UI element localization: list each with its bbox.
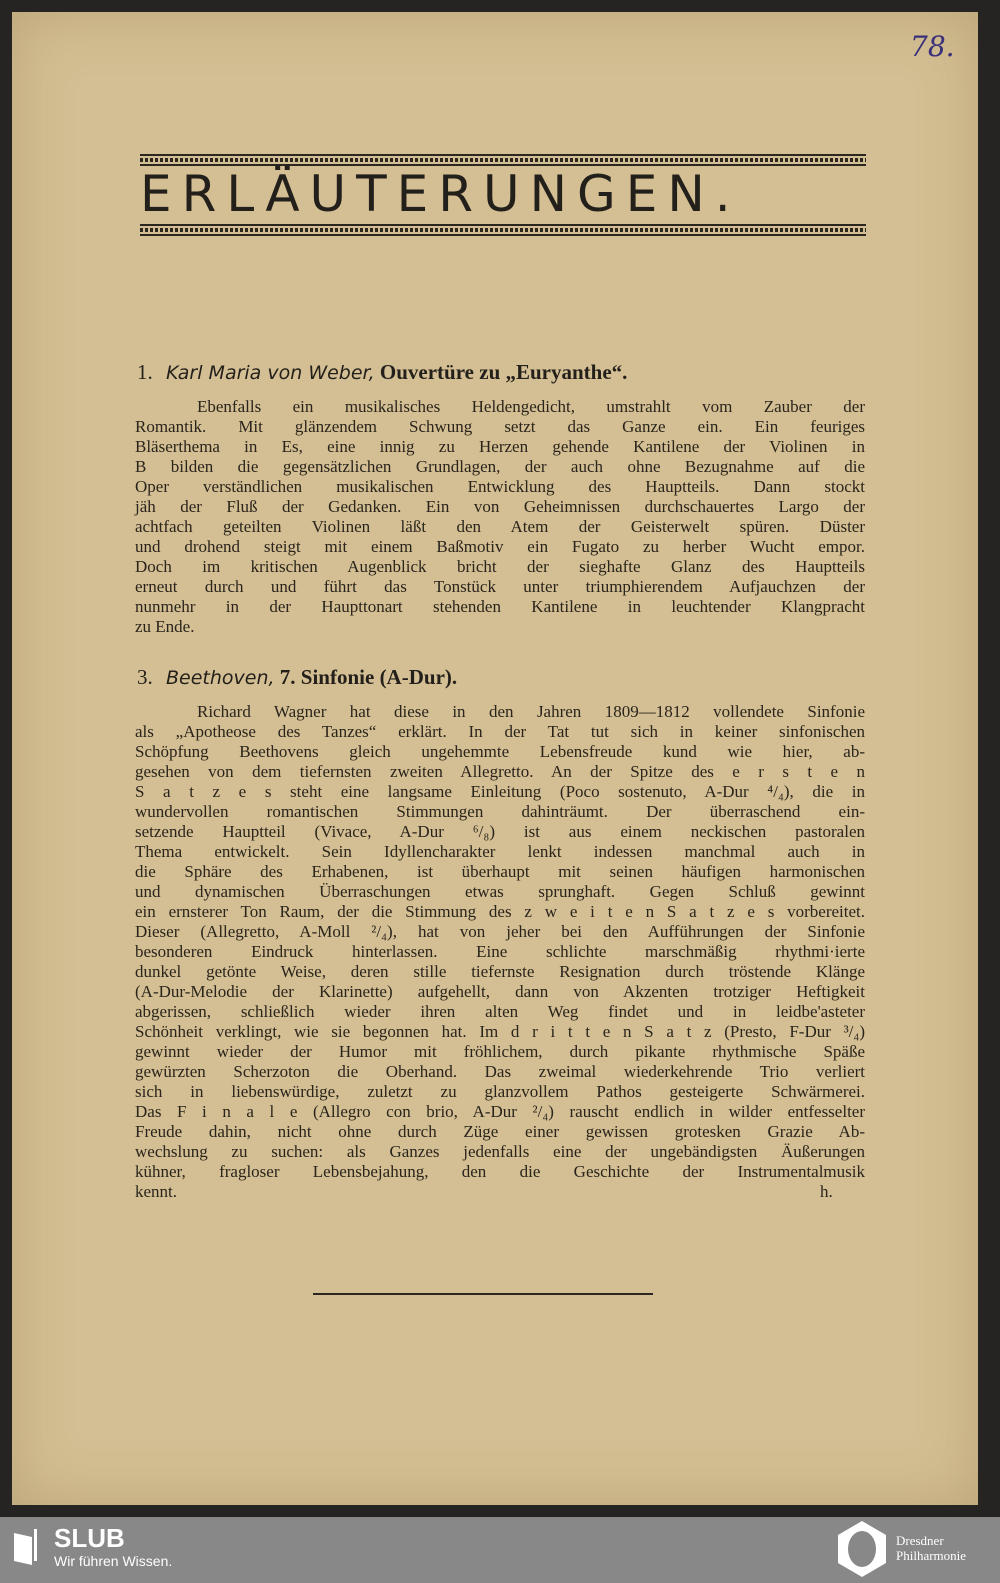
closing-rule xyxy=(313,1293,653,1295)
text-line: und drohend steigt mit einem Baßmotiv ein Fugato zu herber Wucht empor. xyxy=(135,537,865,556)
text-line: wechslung zu suchen: als Ganzes jedenfalls eine der ungebändigsten Äußerungen xyxy=(135,1142,865,1161)
text-line: Bläserthema in Es, eine innig zu Herzen gehende Kantilene der Violinen in xyxy=(135,437,865,456)
text-line: jäh der Fluß der Gedanken. Ein von Geheimnissen durchschauertes Largo der xyxy=(135,497,865,516)
footer-bar xyxy=(0,1517,1000,1583)
text-line: wundervollen romantischen Stimmungen dahinträumt. Der überraschend ein- xyxy=(135,802,865,821)
text-line: Thema entwickelt. Sein Idyllencharakter lenkt indessen manchmal auch in xyxy=(135,842,865,861)
text-line: als „Apotheose des Tanzes“ erklärt. In der Tat tut sich in keiner sinfonischen xyxy=(135,722,865,741)
author-signature: h. xyxy=(820,1182,833,1201)
section-heading-beethoven xyxy=(137,665,457,690)
composer-name: Karl Maria von Weber, xyxy=(166,362,375,384)
text-line: Freude dahin, nicht ohne durch Züge einer gewissen grotesken Grazie Ab- xyxy=(135,1122,865,1141)
slub-logo-text: SLUB xyxy=(54,1523,125,1553)
text-line: Romantik. Mit glänzendem Schwung setzt das Ganze ein. Ein feuriges xyxy=(135,417,865,436)
slub-tagline: Wir führen Wissen. xyxy=(54,1553,173,1569)
text-line: nunmehr in der Haupttonart stehenden Kantilene in leuchtender Klangpracht xyxy=(135,597,865,616)
bottom-rule xyxy=(140,224,866,238)
philharmonie-logo-icon xyxy=(836,1520,888,1578)
book-icon xyxy=(12,1529,38,1565)
text-line: gesehen von dem tiefernsten zweiten Allegretto. An der Spitze des e r s t e n xyxy=(135,762,865,781)
text-line: Dieser (Allegretto, A-Moll ²/₄), hat von jeher bei den Aufführungen der Sinfonie xyxy=(135,922,865,941)
text-line: Schönheit verklingt, wie sie begonnen hat. Im d r i t t e n S a t z (Presto, F-Dur ³/₄) xyxy=(135,1022,865,1041)
text-line: zu Ende. xyxy=(135,617,195,636)
text-line: ein ernsterer Ton Raum, der die Stimmung des z w e i t e n S a t z e s vorbereitet. xyxy=(135,902,865,921)
text-line: sich in liebenswürdige, zuletzt zu glanzvollem Pathos gesteigerte Schwärmerei. xyxy=(135,1082,865,1101)
text-line: gewinnt wieder der Humor mit fröhlichem, durch pikante rhythmische Späße xyxy=(135,1042,865,1061)
text-line: S a t z e s steht eine langsame Einleitung (Poco sostenuto, A-Dur ⁴/₄), die in xyxy=(135,782,865,801)
text-line: kühner, fragloser Lebensbejahung, den die Geschichte der Instrumentalmusik xyxy=(135,1162,865,1181)
page-number: 78. xyxy=(910,30,955,63)
section-number: 1. xyxy=(137,360,153,384)
section-text-beethoven xyxy=(135,702,865,1202)
philharmonie-line1: Dresdner xyxy=(896,1533,944,1548)
section-text-weber xyxy=(135,397,865,637)
philharmonie-name xyxy=(896,1533,966,1563)
text-line: Ebenfalls ein musikalisches Heldengedicht, umstrahlt vom Zauber der xyxy=(197,397,865,416)
text-line: dunkel getönte Weise, deren stille tiefernste Resignation durch tröstende Klänge xyxy=(135,962,865,981)
text-line: Das F i n a l e (Allegro con brio, A-Dur ²/₄) rauscht endlich in wilder entfesselter xyxy=(135,1102,865,1121)
text-line: erneut durch und führt das Tonstück unter triumphierendem Aufjauchzen der xyxy=(135,577,865,596)
text-line: Doch im kritischen Augenblick bricht der sieghafte Glanz des Hauptteils xyxy=(135,557,865,576)
text-line: besonderen Eindruck hinterlassen. Eine schlichte marschmäßig rhythmi·ierte xyxy=(135,942,865,961)
text-line: setzende Hauptteil (Vivace, A-Dur ⁶/₈) ist aus einem neckischen pastoralen xyxy=(135,822,865,841)
section-number: 3. xyxy=(137,665,153,689)
page-title: ERLÄUTERUNGEN. xyxy=(140,165,741,223)
section-heading-weber xyxy=(137,360,627,385)
text-line: abgerissen, schließlich wieder ihren alten Weg findet und in leidbe'asteter xyxy=(135,1002,865,1021)
text-line: kennt. xyxy=(135,1182,178,1201)
text-line: und dynamischen Überraschungen etwas sprunghaft. Gegen Schluß gewinnt xyxy=(135,882,865,901)
philharmonie-line2: Philharmonie xyxy=(896,1548,967,1563)
text-line: Schöpfung Beethovens gleich ungehemmte Lebensfreude kund wie hier, ab- xyxy=(135,742,865,761)
text-line: Oper verständlichen musikalischen Entwicklung des Hauptteils. Dann stockt xyxy=(135,477,865,496)
composer-name: Beethoven, xyxy=(166,667,275,689)
text-line: Richard Wagner hat diese in den Jahren 1809—1812 vollendete Sinfonie xyxy=(197,702,865,721)
work-title: Ouvertüre zu „Euryanthe“. xyxy=(379,360,628,384)
text-line: gewürzten Scherzoton die Oberhand. Das zweimal wiederkehrende Trio verliert xyxy=(135,1062,865,1081)
text-line: die Sphäre des Erhabenen, ist überhaupt mit seinen häufigen harmonischen xyxy=(135,862,865,881)
work-title: 7. Sinfonie (A-Dur). xyxy=(279,665,458,689)
text-line: achtfach geteilten Violinen läßt den Atem der Geisterwelt spüren. Düster xyxy=(135,517,865,536)
text-line: B bilden die gegensätzlichen Grundlagen, der auch ohne Bezugnahme auf die xyxy=(135,457,865,476)
text-line: (A-Dur-Melodie der Klarinette) aufgehellt, dann von Akzenten trotziger Heftigkeit xyxy=(135,982,865,1001)
